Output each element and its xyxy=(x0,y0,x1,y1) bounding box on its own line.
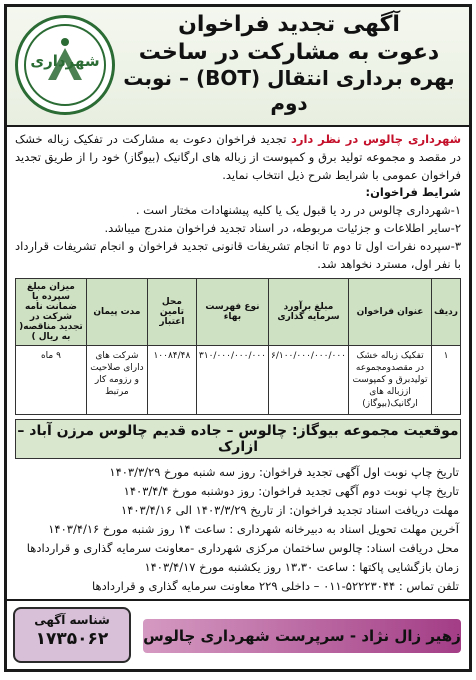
announcement-header xyxy=(7,7,469,127)
detail-document-location: محل دریافت اسناد: چالوس ساختمان مرکزی شهرداری -معاونت سرمایه گذاری و قراردادها xyxy=(26,541,459,556)
detail-submission-deadline: آخرین مهلت تحویل اسناد به دبیرخانه شهرداری : ساعت ۱۴ روز شنبه مورخ ۱۴۰۳/۴/۱۶ xyxy=(48,522,459,537)
header-credit: محل تامین اعتبار xyxy=(147,278,196,345)
condition-item-3: ۳-سپرده نفرات اول تا دوم تا انجام تشریفات قانونی تجدید فراخوان و انجام تشریفات قرارداد با نفر اول، مسترد نخواهد شد. xyxy=(15,238,461,271)
header-index: ردیف xyxy=(432,278,461,345)
cell-index: ۱ xyxy=(432,345,461,415)
header-duration: مدت پیمان xyxy=(86,278,147,345)
header-amount: مبلغ برآورد سرمایه گذاری xyxy=(269,278,349,345)
header-title: عنوان فراخوان xyxy=(349,278,432,345)
detail-second-print-date: تاریخ چاپ نوبت دوم آگهی تجدید فراخوان: روز دوشنبه مورخ ۱۴۰۳/۴/۴ xyxy=(123,484,459,499)
title-block xyxy=(119,11,459,116)
site-location: موقعیت مجموعه بیوگاز: چالوس – جاده قدیم چالوس مرزن آباد – ازارک xyxy=(15,419,461,459)
conditions-title: شرایط فراخوان: xyxy=(365,185,461,200)
condition-item-2: ۲-سایر اطلاعات و جزئیات مربوطه، در اسناد تجدید فراخوان مندرج میباشد. xyxy=(104,221,461,236)
title-line-1: آگهی تجدید فراخوان xyxy=(178,12,400,37)
cell-price-list: ۳۱۰/۰۰۰/۰۰۰/۰۰۰ xyxy=(196,345,268,415)
detail-opening-time: زمان بازگشایی پاکتها : ساعت ۱۳،۳۰ روز یکشنبه مورخ ۱۴۰۳/۴/۱۷ xyxy=(144,560,459,575)
schedule-details xyxy=(7,459,469,596)
cell-title: تفکیک زباله خشک در مقصدومجموعه تولیدبرق و کمپوست اززباله های ارگانیک(بیوگاز) xyxy=(349,345,432,415)
title-line-2: دعوت به مشارکت در ساخت xyxy=(138,39,440,65)
intro-highlight: شهرداری چالوس در نظر دارد xyxy=(290,132,461,146)
header-deposit: میزان مبلغ سپرده یا ضمانت نامه شرکت در تجدید مناقصه( به ریال ) xyxy=(16,278,87,345)
municipality-logo xyxy=(15,15,115,115)
announcement-page xyxy=(4,4,472,672)
detail-document-period: مهلت دریافت اسناد تجدید فراخوان: از تاریخ ۱۴۰۳/۳/۲۹ الی ۱۴۰۳/۴/۱۶ xyxy=(121,503,459,518)
condition-item-1: ۱-شهرداری چالوس در رد یا قبول یک یا کلیه پیشنهادات مختار است . xyxy=(135,203,461,218)
announcement-id-box xyxy=(13,607,131,663)
announcement-id-label: شناسه آگهی xyxy=(34,613,110,627)
detail-first-print-date: تاریخ چاپ نوبت اول آگهی تجدید فراخوان: روز سه شنبه مورخ ۱۴۰۳/۳/۲۹ xyxy=(109,465,459,480)
cell-credit: ۱۰۰۸۴/۴۸ xyxy=(147,345,196,415)
title-line-3: بهره برداری انتقال (BOT) – نوبت دوم xyxy=(123,66,455,115)
cell-deposit: ۹ ماه xyxy=(16,345,87,415)
tender-table xyxy=(15,278,461,416)
header-price-list: نوع فهرست بهاء xyxy=(196,278,268,345)
detail-contact-phone: تلفن تماس : ۵۲۲۲۳۰۴۴-۰۱۱ – داخلی ۲۲۹ معاونت سرمایه گذاری و قراردادها xyxy=(92,579,459,594)
announcement-footer xyxy=(7,599,469,669)
signer-banner: زهیر زال نژاد - سرپرست شهرداری چالوس xyxy=(143,619,461,653)
table-row xyxy=(16,345,461,415)
announcement-id-value: ۱۷۳۵۰۶۲ xyxy=(35,629,109,649)
intro-text: تجدید فراخوان دعوت به مشارکت در تفکیک زباله خشک در مقصد و مجموعه تولید برق و کمپوست از زباله های ارگانیک (بیوگاز) خود را از طریق تجدید فراخوان عمومی با شرایط شرح ذیل انتخاب نماید. xyxy=(15,132,461,182)
logo-text: شهرداری xyxy=(30,52,100,70)
table-header-row xyxy=(16,278,461,345)
cell-amount: ۶/۱۰۰/۰۰۰/۰۰۰/۰۰۰ xyxy=(269,345,349,415)
intro-paragraph xyxy=(7,127,469,274)
cell-contractor: شرکت های دارای صلاحیت و رزومه کار مرتبط xyxy=(86,345,147,415)
